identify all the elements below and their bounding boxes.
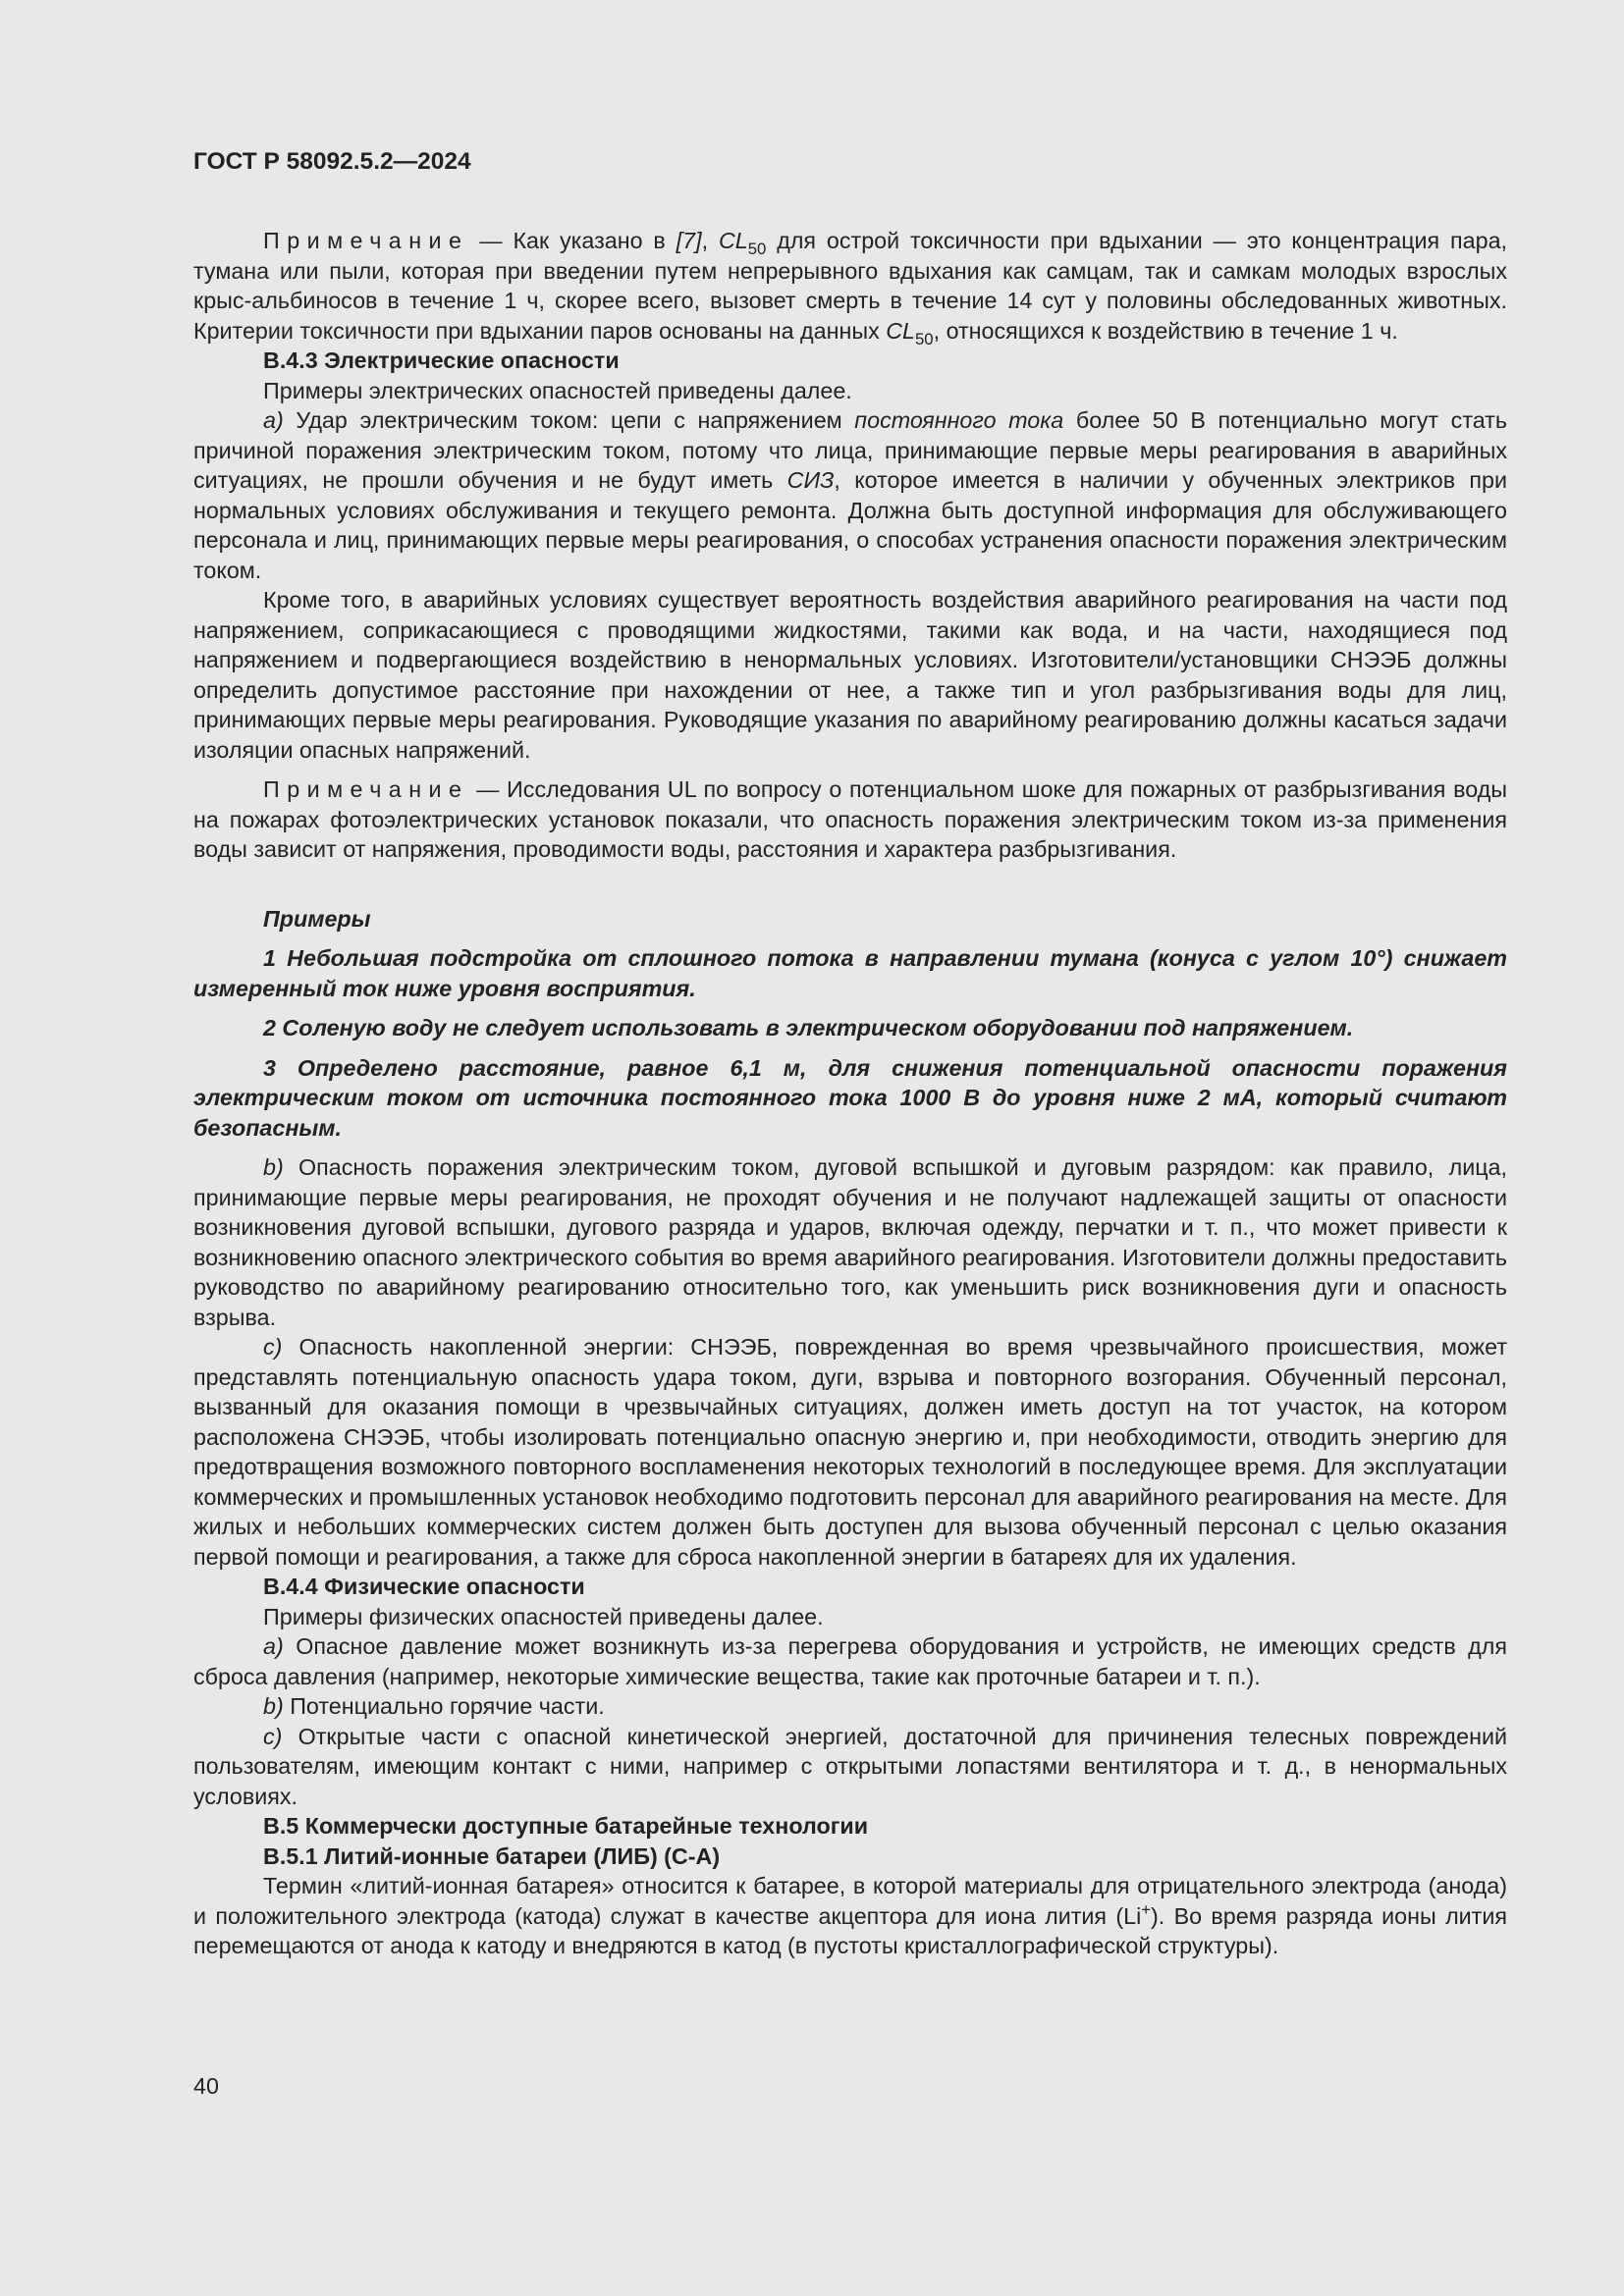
paragraph: Термин «литий-ионная батарея» относится к батарее, в которой материалы для отрицательного электрода (анода) и положительного электрода (катода) служат в качестве акцептора для иона лития (Li+). Во время разряда ионы лития перемещаются от анода к катоду и внедряются в катод (в пустоты кристаллографической структуры). [193,1873,1507,1958]
section-heading-b5: В.5 Коммерчески доступные батарейные технологии [263,1813,869,1839]
document-header: ГОСТ Р 58092.5.2—2024 [193,148,471,175]
paragraph: Кроме того, в аварийных условиях существует вероятность воздействия аварийного реагирования на части под напряжением, соприкасающиеся с проводящими жидкостями, такими как вода, и на части, находящиеся под напряжением и подвергающиеся воздействию в ненормальных условиях. Изготовители/установщики СНЭЭБ должны определить допустимое расстояние при нахождении от нее, а также тип и угол разбрызгивания воды для лиц, принимающих первые меры реагирования. Руководящие указания по аварийному реагированию должны касаться задачи изоляции опасных напряжений. [193,587,1507,763]
example-1: 1 Небольшая подстройка от сплошного потока в направлении тумана (конуса с углом 10°) снижает измеренный ток ниже уровня восприятия. [193,945,1507,1001]
section-heading-b43: В.4.3 Электрические опасности [263,347,620,373]
list-item-a: a) Удар электрическим током: цепи с напряжением постоянного тока более 50 В потенциально могут стать причиной поражения электрическим током, потому что лица, принимающие первые меры реагирования в аварийных ситуациях, не прошли обучения и не будут иметь СИЗ, которое имеется в наличии у обученных электриков при нормальных условиях обслуживания и текущего ремонта. Должна быть доступной информация для обслуживающего персонала и лиц, принимающих первые меры реагирования, о способах устранения опасности поражения электрическим током. [193,407,1507,583]
list-item-b: b) Опасность поражения электрическим током, дуговой вспышкой и дуговым разрядом: как правило, лица, принимающие первые меры реагирования, не проходят обучения и не получают надлежащей защиты от опасности возникновения дуговой вспышки, дугового разряда и ударов, включая одежду, перчатки и т. п., что может привести к возникновению опасного электрического события во время аварийного реагирования. Изготовители должны предоставить руководство по аварийному реагированию относительно того, как уменьшить риск возникновения дуги и опасность взрыва. [193,1154,1507,1330]
list-item-b: b) Потенциально горячие части. [263,1693,605,1719]
page-number: 40 [193,2073,219,2099]
note-1-label: Примечание [263,228,469,253]
paragraph: Примеры электрических опасностей приведены далее. [263,377,852,403]
reference-link: [7] [676,228,702,253]
example-2: 2 Соленую воду не следует использовать в электрическом оборудовании под напряжением. [263,1015,1354,1041]
section-heading-b51: В.5.1 Литий-ионные батареи (ЛИБ) (C-A) [263,1842,721,1869]
list-item-c: c) Опасность накопленной энергии: СНЭЭБ, поврежденная во время чрезвычайного происшествия, может представлять потенциальную опасность удара током, дуги, взрыва и повторного возгорания. Обученный персонал, вызванный для оказания помощи в чрезвычайных ситуациях, должен иметь доступ на тот участок, на котором расположена СНЭЭБ, чтобы изолировать потенциально опасную энергию и, при необходимости, отводить энергию для предотвращения возможного повторного воспламенения некоторых технологий в последующее время. Для эксплуатации коммерческих и промышленных установок необходимо подготовить персонал для аварийного реагирования на месте. Для жилых и небольших коммерческих систем должен быть доступен для вызова обученный персонал с целью оказания первой помощи и реагирования, а также для сброса накопленной энергии в батареях для их удаления. [193,1334,1507,1570]
note-2: Примечание — Исследования UL по вопросу о потенциальном шоке для пожарных от разбрызгивания воды на пожарах фотоэлектрических установок показали, что опасность поражения электрическим током из-за применения воды зависит от напряжения, проводимости воды, расстояния и характера разбрызгивания. [193,776,1507,862]
example-3: 3 Определено расстояние, равное 6,1 м, для снижения потенциальной опасности поражения электрическим током от источника постоянного тока 1000 В до уровня ниже 2 мА, который считают безопасным. [193,1054,1507,1141]
section-heading-b44: В.4.4 Физические опасности [263,1574,585,1599]
list-item-a: a) Опасное давление может возникнуть из-за перегрева оборудования и устройств, не имеющих средств для сброса давления (например, некоторые химические вещества, такие как проточные батареи и т. п.). [193,1633,1507,1689]
page-content [193,147,1507,1961]
list-item-c: c) Открытые части с опасной кинетической энергией, достаточной для причинения телесных повреждений пользователям, имеющим контакт с ними, например с открытыми лопастями вентилятора и т. д., в ненормальных условиях. [193,1723,1507,1809]
paragraph: Примеры физических опасностей приведены далее. [263,1603,824,1629]
note-1: Примечание — Как указано в [7], $CL_{50}$ для острой токсичности при вдыхании — это концентрация пара, тумана или пыли, которая при введении путем непрерывного вдыхания как самцам, так и самкам молодых взрослых крыс-альбиносов в течение 1 ч, скорее всего, вызовет смерть в течение 14 сут у половины обследованных животных. Критерии токсичности при вдыхании паров основаны на данных $CL_{50}$, относящихся к воздействию в течение 1 ч. [193,228,1508,348]
note-2-label: Примечание [263,776,469,802]
examples-heading: Примеры [263,905,371,932]
